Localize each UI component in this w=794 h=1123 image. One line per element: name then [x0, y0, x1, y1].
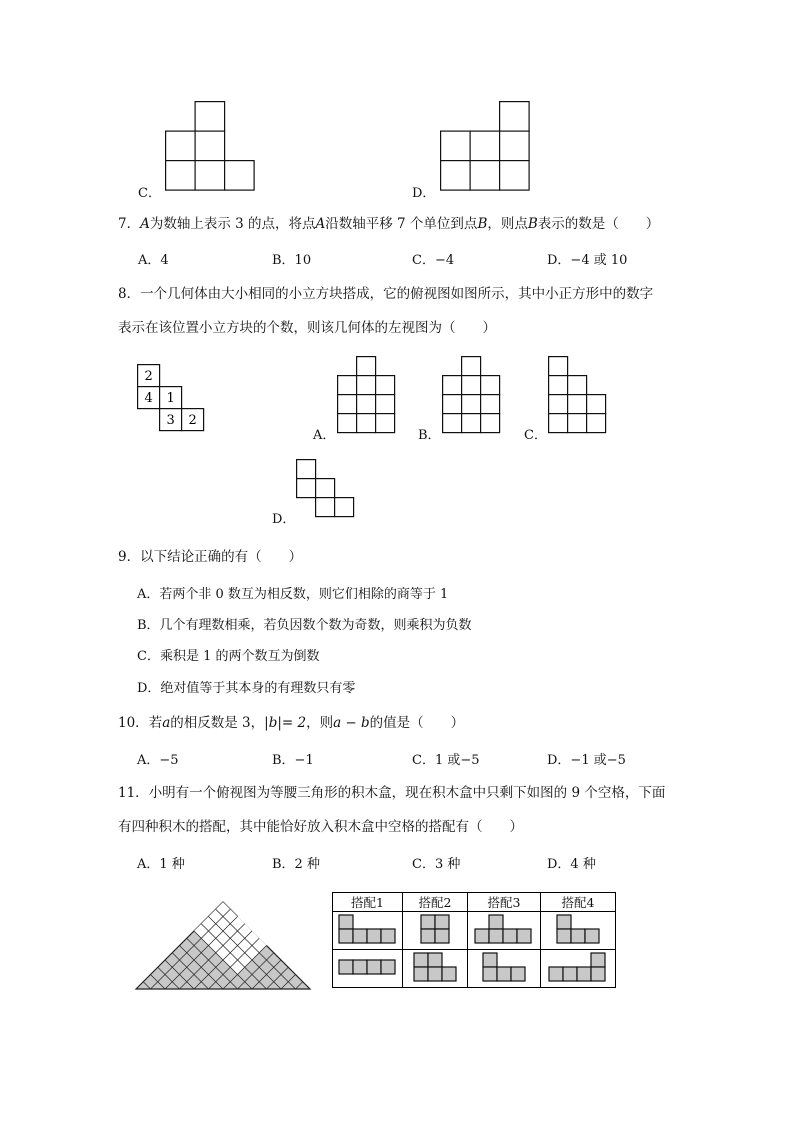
combo3-piece2	[468, 950, 541, 988]
q10-question	[118, 711, 464, 731]
cube-square	[297, 479, 316, 498]
cube-square	[587, 414, 606, 433]
q9-option-d[interactable]: D．绝对值等于其本身的有理数只有零	[137, 681, 356, 696]
top-view-count: 2	[188, 413, 197, 428]
block-square	[503, 929, 517, 943]
q7-text-4: 表示的数是（ ）	[537, 216, 660, 232]
q10-option-a[interactable]: A．−5	[137, 753, 179, 768]
block-square	[497, 967, 511, 981]
block-square	[435, 929, 449, 943]
q10-text-d: 的值是（ ）	[369, 715, 465, 731]
q7-question	[118, 212, 659, 232]
block-square	[414, 967, 428, 981]
cube-square	[316, 479, 335, 498]
cube-square	[443, 414, 462, 433]
q6-option-c-label[interactable]: C．	[138, 186, 161, 201]
q10-text-c: ，则	[306, 715, 334, 731]
q10-number: 10．	[118, 715, 149, 731]
block-square	[381, 929, 395, 943]
q6-option-d-label[interactable]: D．	[412, 186, 436, 201]
top-view-count: 4	[144, 391, 153, 406]
q7-var-a1: A	[140, 216, 150, 232]
block-square	[489, 915, 503, 929]
cube-square	[166, 161, 196, 191]
q11-option-c[interactable]: C．3 种	[412, 857, 461, 872]
q7-option-d[interactable]: D．−4 或 10	[547, 253, 628, 268]
q7-var-b2: B	[527, 216, 538, 232]
block-square	[591, 967, 605, 981]
cube-square	[568, 395, 587, 414]
q11-option-a[interactable]: A．1 种	[137, 857, 185, 872]
cube-square	[500, 131, 529, 161]
cube-square	[166, 131, 196, 161]
q7-option-a[interactable]: A．4	[138, 253, 169, 268]
block-square	[381, 960, 395, 974]
block-square	[435, 915, 449, 929]
cube-square	[297, 460, 316, 479]
q8-option-c-figure	[548, 356, 608, 436]
block-square	[475, 929, 489, 943]
cube-square	[195, 161, 225, 191]
q8-option-b-figure	[442, 356, 502, 436]
q9-number: 9．	[118, 549, 141, 565]
q8-option-a-figure	[337, 356, 397, 436]
q10-var-a: a	[162, 715, 171, 731]
block-square	[428, 953, 442, 967]
q7-text-3: ，则点	[487, 216, 528, 232]
combo1-piece2	[333, 950, 403, 988]
q6-option-c-figure	[165, 101, 265, 196]
top-view-count: 2	[144, 369, 153, 384]
q8-option-a-label[interactable]: A．	[313, 428, 336, 443]
cube-square	[470, 131, 500, 161]
q11-question-line1	[118, 781, 665, 801]
block-square	[489, 929, 503, 943]
cube-square	[441, 131, 471, 161]
top-view-count: 3	[166, 413, 175, 428]
combo3-piece1	[468, 912, 541, 950]
q11-option-b[interactable]: B．2 种	[272, 857, 320, 872]
cube-square	[549, 395, 568, 414]
block-square	[367, 929, 381, 943]
cube-square	[500, 102, 529, 132]
q10-option-c[interactable]: C．1 或−5	[412, 753, 480, 768]
cube-square	[549, 414, 568, 433]
q8-option-c-label[interactable]: C．	[524, 428, 547, 443]
block-square	[557, 929, 571, 943]
q7-option-c[interactable]: C．−4	[412, 253, 455, 268]
q8-text-1: 一个几何体由大小相同的小立方块搭成，它的俯视图如图所示，其中小正方形中的数字	[140, 286, 654, 302]
block-square	[571, 929, 585, 943]
cube-square	[376, 376, 395, 395]
q9-question	[118, 545, 302, 565]
q7-var-b1: B	[477, 216, 488, 232]
cube-square	[481, 395, 500, 414]
cube-square	[376, 395, 395, 414]
q8-option-d-label[interactable]: D．	[272, 512, 296, 527]
block-square	[339, 915, 353, 929]
q8-option-d-figure	[296, 459, 356, 519]
q9-option-a[interactable]: A．若两个非 0 数互为相反数，则它们相除的商等于 1	[137, 587, 449, 602]
block-square	[339, 960, 353, 974]
top-view-count: 1	[166, 391, 175, 406]
block-square	[483, 967, 497, 981]
combo2-piece1	[403, 912, 468, 950]
cube-square	[462, 376, 481, 395]
q8-option-b-label[interactable]: B．	[418, 428, 441, 443]
block-square	[339, 929, 353, 943]
q9-option-b[interactable]: B．几个有理数相乘，若负因数个数为奇数，则乘积为负数	[137, 618, 472, 633]
block-square	[549, 967, 563, 981]
q11-number: 11．	[118, 785, 149, 801]
q10-expr: a − b	[333, 715, 370, 731]
cube-square	[357, 357, 376, 376]
q10-text-b: 的相反数是 3，	[170, 715, 265, 731]
table-header-4: 搭配4	[541, 893, 616, 912]
block-square	[442, 967, 456, 981]
block-square	[428, 967, 442, 981]
cube-square	[338, 414, 357, 433]
cube-square	[357, 395, 376, 414]
q10-abs-expr: |b|= 2	[264, 715, 307, 731]
block-square	[421, 915, 435, 929]
cube-square	[195, 131, 225, 161]
cube-square	[357, 414, 376, 433]
block-square	[421, 929, 435, 943]
cube-square	[549, 376, 568, 395]
block-square	[585, 929, 599, 943]
cube-square	[462, 414, 481, 433]
q7-option-b[interactable]: B．10	[272, 253, 312, 268]
cube-square	[195, 102, 225, 132]
q7-text-2: 沿数轴平移 7 个单位到点	[325, 216, 478, 232]
q11-triangle-box	[134, 900, 314, 992]
q10-option-b[interactable]: B．−1	[272, 753, 314, 768]
cube-square	[481, 376, 500, 395]
cube-square	[441, 161, 471, 191]
block-square	[367, 960, 381, 974]
table-header-3: 搭配3	[468, 893, 541, 912]
q11-question-line2: 有四种积木的搭配，其中能恰好放入积木盒中空格的搭配有（ ）	[118, 819, 523, 835]
table-header-2: 搭配2	[403, 893, 468, 912]
q11-matching-table	[332, 892, 616, 988]
block-square	[353, 929, 367, 943]
q8-question-line2: 表示在该位置小立方块的个数，则该几何体的左视图为（ ）	[118, 320, 496, 336]
block-square	[591, 953, 605, 967]
q11-text-1: 小明有一个俯视图为等腰三角形的积木盒，现在积木盒中只剩下如图的 9 个空格，下面	[148, 785, 666, 801]
cube-square	[568, 376, 587, 395]
cube-square	[357, 376, 376, 395]
combo4-piece1	[541, 912, 616, 950]
cube-square	[462, 395, 481, 414]
q8-question-line1	[118, 282, 653, 302]
q7-text-1: 为数轴上表示 3 的点，将点	[149, 216, 316, 232]
q7-var-a2: A	[315, 216, 326, 232]
block-square	[517, 929, 531, 943]
cube-square	[500, 161, 529, 191]
cube-square	[316, 498, 335, 517]
cube-square	[587, 395, 606, 414]
q8-top-view	[137, 364, 207, 430]
block-square	[563, 967, 577, 981]
q10-text-a: 若	[148, 715, 163, 731]
cube-square	[568, 414, 587, 433]
block-square	[577, 967, 591, 981]
combo2-piece2	[403, 950, 468, 988]
block-square	[414, 953, 428, 967]
block-square	[511, 967, 525, 981]
cube-square	[376, 414, 395, 433]
combo1-piece1	[333, 912, 403, 950]
cube-square	[335, 498, 354, 517]
cube-square	[549, 357, 568, 376]
table-header-1: 搭配1	[333, 893, 403, 912]
block-square	[353, 960, 367, 974]
q8-number: 8．	[118, 286, 141, 302]
q9-text: 以下结论正确的有（ ）	[140, 549, 303, 565]
q6-option-d-figure	[440, 101, 540, 196]
cube-square	[443, 376, 462, 395]
q9-option-c[interactable]: C．乘积是 1 的两个数互为倒数	[137, 649, 320, 664]
q10-option-d[interactable]: D．−1 或−5	[547, 753, 626, 768]
combo4-piece2	[541, 950, 616, 988]
block-square	[557, 915, 571, 929]
cube-square	[481, 414, 500, 433]
cube-square	[443, 395, 462, 414]
cube-square	[462, 357, 481, 376]
block-square	[483, 953, 497, 967]
cube-square	[225, 161, 255, 191]
cube-square	[338, 376, 357, 395]
q7-number: 7．	[118, 216, 141, 232]
cube-square	[470, 161, 500, 191]
q11-option-d[interactable]: D．4 种	[547, 857, 596, 872]
cube-square	[338, 395, 357, 414]
